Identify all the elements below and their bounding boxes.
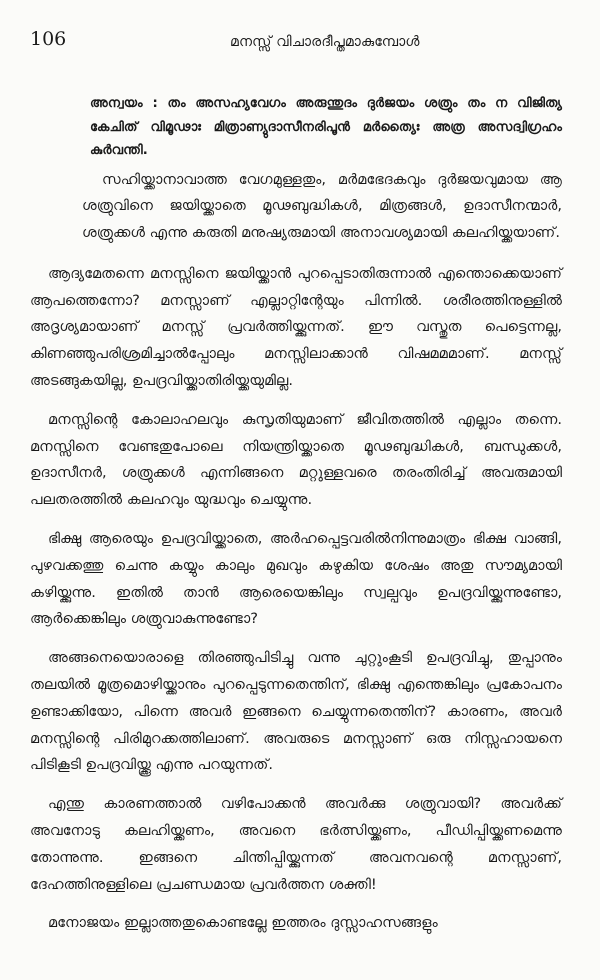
verse-meaning: സഹിയ്ക്കാനാവാത്ത വേഗമുള്ളതും, മർമഭേദകവും ദുർജയവുമായ ആ ശത്രുവിനെ ജയിയ്ക്കാതെ മൂഢബുദ്ധികൾ, മിത്രങ്ങൾ, ഉദാസീനന്മാർ, ശത്രുക്കൾ എന്നു കരുതി മനുഷ്യരുമായി അനാവശ്യമായി കലഹിയ്ക്കയാണ്. — [82, 170, 562, 242]
paragraph: മനോജയം ഇല്ലാത്തതുകൊണ്ടല്ലേ ഇത്തരം ദുസ്സാഹസങ്ങളും — [48, 914, 438, 932]
page-header — [30, 28, 562, 58]
running-title: മനസ്സ് വിചാരദീപ്തമാകുമ്പോൾ — [230, 34, 420, 50]
paragraph: എന്തു കാരണത്താൽ വഴിപോക്കൻ അവർക്കു ശത്രുവായി? അവർക്ക് അവനോടു കലഹിയ്ക്കണം, അവനെ ഭർത്സിയ്ക്കണം, പീഡിപ്പിയ്ക്കണമെന്നു തോന്നുന്നു. ഇങ്ങനെ ചിന്തിപ്പിയ്ക്കുന്നത് അവനവന്റെ മനസ്സാണ്, ദേഹത്തിനുള്ളിലെ പ്രചണ്ഡമായ പ്രവർത്തന ശക്തി! — [30, 795, 562, 893]
page-content — [30, 92, 562, 949]
paragraph: അങ്ങനെയൊരാളെ തിരഞ്ഞുപിടിച്ചു വന്നു ചുറ്റുംകൂടി ഉപദ്രവിച്ചു, തുപ്പാനും തലയിൽ മൂത്രമൊഴിയ്ക്കാനും പുറപ്പെടുന്നതെന്തിന്, ഭിക്ഷു എന്തെങ്കിലും പ്രകോപനം ഉണ്ടാക്കിയോ, പിന്നെ അവർ ഇങ്ങനെ ചെയ്യുന്നതെന്തിന്? കാരണം, അവർ മനസ്സിന്റെ പിരിമുറക്കത്തിലാണ്. അവരുടെ മനസ്സാണ് ഒരു നിസ്സഹായനെ പിടികൂടി ഉപദ്രവിയ്ക്കൂ എന്നു പറയുന്നത്. — [30, 649, 562, 774]
paragraph: ആദ്യമേതന്നെ മനസ്സിനെ ജയിയ്ക്കാൻ പുറപ്പെടാതിരുന്നാൽ എന്തൊക്കെയാണ് ആപത്തെന്നോ? മനസ്സാണ് എല്ലാറ്റിന്റേയും പിന്നിൽ. ശരീരത്തിനുള്ളിൽ അദൃശ്യമായാണ് മനസ്സ് പ്രവർത്തിയ്ക്കുന്നത്. ഈ വസ്തുത പെട്ടെന്നല്ല, കിണഞ്ഞുപരിശ്രമിച്ചാൽപ്പോലും മനസ്സിലാക്കാൻ വിഷമമമാണ്. മനസ്സ് അടങ്ങുകയില്ല, ഉപദ്രവിയ്ക്കാതിരിയ്ക്കയുമില്ല. — [30, 264, 562, 390]
paragraph: മനസ്സിന്റെ കോലാഹലവും കുസൃതിയുമാണ് ജീവിതത്തിൽ എല്ലാം തന്നെ. മനസ്സിനെ വേണ്ടതുപോലെ നിയന്ത്രിയ്ക്കാതെ മൂഢബുദ്ധികൾ, ബന്ധുക്കൾ, ഉദാസീനർ, ശത്രുക്കൾ എന്നിങ്ങനെ മറ്റുള്ളവരെ തരംതിരിച്ച് അവരുമായി പലതരത്തിൽ കലഹവും യുദ്ധവും ചെയ്യുന്നു. — [30, 410, 562, 509]
page-number: 106 — [30, 28, 67, 50]
anvayam-verse: അന്വയം : തം അസഹ്യവേഗം അരുന്തുദം ദുർജയം ശത്രും തം ന വിജിത്യ കേചിത് വിമൂഢാഃ മിത്രാണ്യുദാസീനരിപൂൻ മർത്യൈഃ അത്ര അസദ്വിഗ്രഹം കുർവന്തി. — [90, 96, 562, 158]
paragraph: ഭിക്ഷു ആരെയും ഉപദ്രവിയ്ക്കാതെ, അർഹപ്പെട്ടവരിൽനിന്നുമാത്രം ഭിക്ഷ വാങ്ങി, പുഴവക്കത്തു ചെന്നു കയ്യും കാലും മുഖവും കഴുകിയ ശേഷം അതു സൗമ്യമായി കഴിയ്ക്കുന്നു. ഇതിൽ താൻ ആരെയെങ്കിലും സ്വല്പവും ഉപദ്രവിയ്ക്കുന്നുണ്ടോ, ആർക്കെങ്കിലും ശത്രുവാകുന്നുണ്ടോ? — [30, 530, 562, 628]
